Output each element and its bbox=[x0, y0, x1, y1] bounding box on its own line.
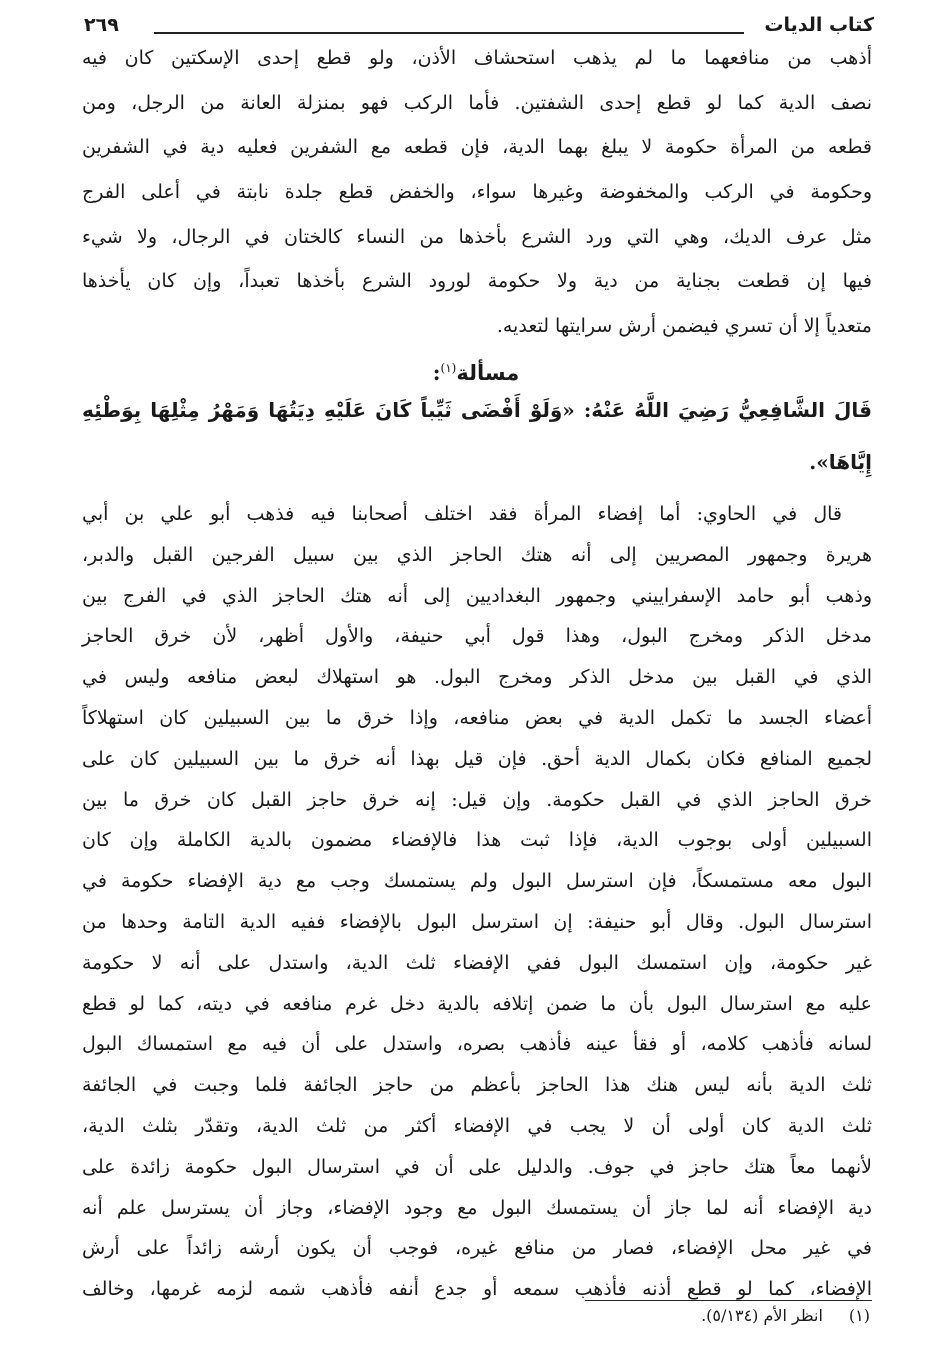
quote-line: إِيَّاهَا». bbox=[809, 450, 872, 474]
text-line: وذهب أبو حامد الإسفراييني وجمهور البغداديين إلى أنه هتك الحاجز الذي في الفرج بين bbox=[82, 584, 872, 607]
text-line: في غير محل الإفضاء، فصار من منافع غيره، فوجب أن يكون أرشه زائداً على أرش bbox=[82, 1237, 872, 1260]
text-line: لجميع المنافع فكان بكمال الدية أحق. فإن قيل بهذا أنه خرق ما بين السبيلين كان على bbox=[82, 747, 872, 770]
text-line: ثلث الدية كان أولى أن لا يجب في الإفضاء أكثر من ثلث الدية، وتقدّر بثلث الدية، bbox=[82, 1114, 872, 1137]
text-line: نصف الدية كما لو قطع إحدى الشفتين. فأما الركب فهو بمنزلة العانة من الرجل، ومن bbox=[82, 91, 872, 114]
text-line: أعضاء الجسد ما تكمل الدية في بعض منافعه، وإذا خرق ما بين السبيلين كان استهلاكاً bbox=[82, 706, 872, 729]
header-rule bbox=[154, 32, 744, 34]
text-line: الإفضاء، كما لو قطع أذنه فأذهب سمعه أو جدع أنفه فأذهب شمه لزمه غرمها، وخالف bbox=[82, 1278, 872, 1301]
footnote-text: انظر الأم (٥/١٣٤). bbox=[701, 1306, 823, 1325]
text-line: السبيلين أولى بوجوب الدية، فإذا ثبت هذا فالإفضاء مضمون بالدية الكاملة وإن كان bbox=[82, 829, 872, 852]
shafii-quote bbox=[82, 384, 872, 488]
text-line: دية الإفضاء أنه لما جاز أن يستمسك البول مع وجود الإفضاء، وجاز أن يسترسل علم أنه bbox=[82, 1196, 872, 1219]
paragraph-1 bbox=[82, 36, 872, 349]
text-line: مثل عرف الديك، وهي التي ورد الشرع بأخذها من النساء كالختان في الرجال، ولا شيء bbox=[82, 225, 872, 248]
text-line: مدخل الذكر ومخرج البول، وهذا قول أبي حنيفة، والأول أظهر، لأن خرق الحاجز bbox=[82, 625, 872, 648]
text-line: الذي في القبل بين مدخل الذكر ومخرج البول. هو استهلاك لبعض منافعه وليس في bbox=[82, 666, 872, 689]
text-line: متعدياً إلا أن تسري فيضمن أرش سرايتها لتعديه. bbox=[496, 315, 872, 338]
text-line: قطعه من المرأة حكومة لا يبلغ بهما الدية، فإن قطعه مع الشفرين فعليه دية في الشفرين bbox=[82, 136, 872, 159]
text-line: هريرة وجمهور المصريين إلى أنه هتك الحاجز الذي بين سبيل الفرجين القبل والدبر، bbox=[82, 543, 872, 566]
footnote-divider bbox=[585, 1300, 872, 1301]
quote-line: قَالَ الشَّافِعِيُّ رَضِيَ اللَّهُ عَنْهُ: «وَلَوْ أَفْضَى ثَيِّباً كَانَ عَلَيْهِ دِيَتُهَا وَمَهْرُ مِثْلِهَا بِوَطْئِهِ bbox=[82, 398, 873, 422]
text-line: خرق الحاجز الذي في القبل حكومة. وإن قيل: إنه خرق حاجز القبل كان خرق ما بين bbox=[82, 788, 872, 811]
page-number: ٢٦٩ bbox=[84, 14, 119, 36]
heading-colon: : bbox=[432, 360, 441, 385]
text-line: لأنهما معاً هتك حاجز في جوف. والدليل على أن في استرسال البول حكومة زائدة على bbox=[82, 1155, 872, 1178]
text-line: قال في الحاوي: أما إفضاء المرأة فقد اختلف أصحابنا فيه فذهب أبو علي بن أبي bbox=[82, 503, 842, 525]
footnote-number: (١) bbox=[848, 1306, 870, 1325]
footnote bbox=[701, 1306, 870, 1325]
text-line: البول معه مستمسكاً، فإن استرسل البول ولم يستمسك وجب مع دية الإفضاء حكومة في bbox=[82, 870, 872, 893]
chapter-title: كتاب الديات bbox=[764, 14, 874, 36]
text-line: أذهب من منافعهما ما لم يذهب استحشاف الأذن، ولو قطع إحدى الإسكتين كان فيه bbox=[82, 47, 872, 69]
text-line: لسانه فأذهب كلامه، أو فقأ عينه فأذهب بصره، واستدل على أن فيه مع استمساك البول bbox=[82, 1033, 872, 1056]
text-line: غير حكومة، وإن استمسك البول ففي الإفضاء ثلث الدية، واستدل على أنه لا حكومة bbox=[82, 951, 872, 974]
section-heading bbox=[0, 360, 952, 385]
text-line: استرسال البول. وقال أبو حنيفة: إن استرسل البول بالإفضاء ففيه الدية التامة وحدها من bbox=[82, 910, 872, 933]
footnote-ref: (١) bbox=[440, 361, 457, 375]
text-line: وحكومة في الركب والمخفوضة وغيرها سواء، والخفض قطع جلدة نابتة في أعلى الفرج bbox=[82, 181, 872, 204]
paragraph-2 bbox=[82, 494, 872, 1310]
text-line: عليه مع استرسال البول بأن ما ضمن إتلافه بالدية دخل غرم منافعه في ديته، كما لو قطع bbox=[82, 992, 872, 1015]
text-line: فيها إن قطعت بجناية من دية ولا حكومة لورود الشرع بأخذها تعبداً، وإن كان يأخذها bbox=[82, 270, 872, 293]
text-line: ثلث الدية بأنه ليس هنك هذا الحاجز بأعظم من حاجز الجائفة فلما وجبت في الجائفة bbox=[82, 1074, 872, 1097]
heading-text: مسألة bbox=[456, 360, 520, 385]
